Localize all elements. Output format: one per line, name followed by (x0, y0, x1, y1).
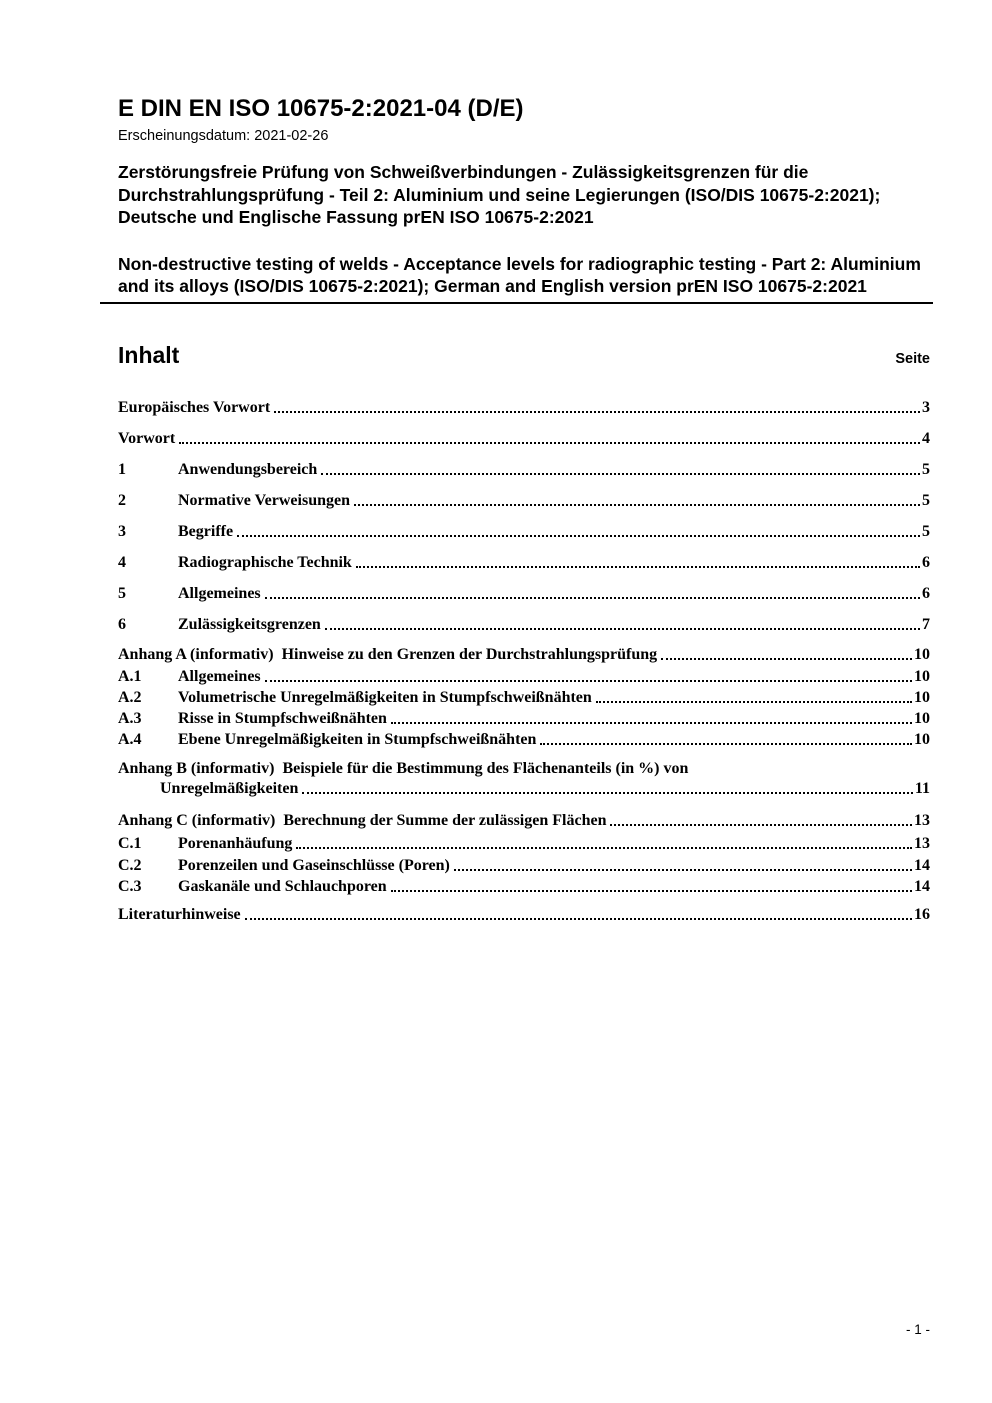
toc-entry[interactable] (118, 399, 930, 416)
toc-entry-number: A.4 (118, 730, 142, 748)
toc-entry-label: Porenzeilen und Gaseinschlüsse (Poren) (178, 856, 450, 874)
toc-entry-number: 4 (118, 553, 126, 571)
toc-entry-page: 10 (914, 730, 930, 748)
dot-leader (356, 566, 920, 568)
toc-entry-label: Europäisches Vorwort (118, 398, 271, 416)
toc-entry-page: 14 (914, 877, 930, 895)
toc-entry[interactable] (118, 668, 930, 685)
toc-entry[interactable] (118, 646, 930, 663)
toc-entry-number: 3 (118, 522, 126, 540)
english-title: Non-destructive testing of welds - Acceptance levels for radiographic testing - Part 2: Aluminium and its alloys (ISO/DIS 10675-2:2021); German and English version prEN ISO 10675-2:2021 (118, 253, 921, 296)
publication-date: Erscheinungsdatum: 2021-02-26 (118, 128, 329, 144)
toc-entry-page: 3 (922, 398, 930, 416)
dot-leader (237, 535, 920, 537)
toc-entry-label-line2: Unregelmäßigkeiten (160, 779, 299, 797)
toc-entry-page: 5 (922, 522, 930, 540)
toc-entry-label: Allgemeines (178, 667, 261, 685)
toc-entry[interactable] (118, 430, 930, 447)
toc-entry-label: Allgemeines (178, 584, 261, 602)
toc-entry-number: C.1 (118, 834, 142, 852)
toc-entry-label: Anhang A (informativ) Hinweise zu den Grenzen der Durchstrahlungsprüfung (118, 645, 658, 663)
toc-entry-number: C.2 (118, 856, 142, 874)
toc-entry-page: 13 (914, 834, 930, 852)
dot-leader (391, 890, 912, 892)
dot-leader (321, 473, 920, 475)
toc-entry-label: Volumetrische Unregelmäßigkeiten in Stumpfschweißnähten (178, 688, 592, 706)
toc-entry-label: Anhang C (informativ) Berechnung der Summe der zulässigen Flächen (118, 811, 607, 829)
toc-entry[interactable] (118, 616, 930, 633)
toc-entry-page: 7 (922, 615, 930, 633)
divider-rule (100, 302, 933, 304)
toc-entry-number: 1 (118, 460, 126, 478)
table-of-contents (118, 399, 930, 923)
toc-entry-label: Risse in Stumpfschweißnähten (178, 709, 387, 727)
toc-entry-label: Porenanhäufung (178, 834, 293, 852)
toc-entry[interactable] (118, 857, 930, 874)
toc-heading: Inhalt (118, 341, 180, 368)
toc-entry[interactable] (118, 492, 930, 509)
toc-entry-number: 5 (118, 584, 126, 602)
toc-entry[interactable] (118, 878, 930, 895)
dot-leader (265, 597, 920, 599)
dot-leader (302, 792, 913, 794)
dot-leader (325, 628, 920, 630)
dot-leader (391, 722, 912, 724)
toc-entry-page: 10 (914, 667, 930, 685)
toc-entry[interactable] (118, 689, 930, 706)
toc-entry[interactable] (118, 731, 930, 748)
toc-entry-page: 6 (922, 584, 930, 602)
toc-entry-page: 11 (914, 779, 930, 797)
dot-leader (354, 504, 920, 506)
toc-entry[interactable] (118, 461, 930, 478)
toc-entry[interactable] (118, 760, 930, 797)
toc-entry[interactable] (118, 710, 930, 727)
toc-entry-label: Gaskanäle und Schlauchporen (178, 877, 387, 895)
toc-entry[interactable] (118, 812, 930, 829)
toc-entry-number: A.3 (118, 709, 142, 727)
toc-entry-label: Normative Verweisungen (178, 491, 350, 509)
toc-entry-number: 2 (118, 491, 126, 509)
toc-entry[interactable] (118, 585, 930, 602)
toc-entry-label: Ebene Unregelmäßigkeiten in Stumpfschweißnähten (178, 730, 537, 748)
dot-leader (540, 743, 912, 745)
toc-entry-number: A.1 (118, 667, 142, 685)
dot-leader (274, 411, 920, 413)
toc-header-row (118, 342, 930, 368)
german-title: Zerstörungsfreie Prüfung von Schweißverbindungen - Zulässigkeitsgrenzen für die Durchstrahlungsprüfung - Teil 2: Aluminium und seine Legierungen (ISO/DIS 10675-2:2021); Deutsche und Englische Fassung prEN ISO 10675-2:2021 (118, 162, 881, 227)
toc-entry-page: 5 (922, 491, 930, 509)
toc-entry[interactable] (118, 523, 930, 540)
page-column-label: Seite (895, 350, 930, 367)
toc-entry-label: Vorwort (118, 429, 176, 447)
toc-entry-page: 10 (914, 709, 930, 727)
toc-entry-number: A.2 (118, 688, 142, 706)
toc-entry[interactable] (118, 554, 930, 571)
dot-leader (245, 918, 912, 920)
toc-entry-label: Zulässigkeitsgrenzen (178, 615, 321, 633)
dot-leader (610, 824, 912, 826)
page-title: E DIN EN ISO 10675-2:2021-04 (D/E) (118, 95, 524, 122)
toc-entry-page: 14 (914, 856, 930, 874)
toc-entry-number: 6 (118, 615, 126, 633)
dot-leader (596, 701, 912, 703)
toc-entry-label: Literaturhinweise (118, 905, 241, 923)
toc-entry-label: Anhang B (informativ) Beispiele für die Bestimmung des Flächenanteils (in %) von (118, 759, 689, 777)
toc-entry-page: 13 (914, 811, 930, 829)
toc-entry-label: Radiographische Technik (178, 553, 352, 571)
document-page (118, 95, 930, 923)
toc-entry-page: 10 (914, 645, 930, 663)
toc-entry-page: 16 (914, 905, 930, 923)
toc-entry-page: 10 (914, 688, 930, 706)
dot-leader (265, 680, 912, 682)
footer-page-number: - 1 - (905, 1322, 930, 1337)
toc-entry-page: 4 (922, 429, 930, 447)
toc-entry-label: Begriffe (178, 522, 234, 540)
toc-entry[interactable] (118, 835, 930, 852)
toc-entry[interactable] (118, 906, 930, 923)
toc-entry-number: C.3 (118, 877, 142, 895)
dot-leader (661, 658, 912, 660)
dot-leader (454, 869, 912, 871)
toc-entry-page: 5 (922, 460, 930, 478)
toc-entry-page: 6 (922, 553, 930, 571)
dot-leader (296, 847, 912, 849)
toc-entry-label: Anwendungsbereich (178, 460, 318, 478)
dot-leader (179, 442, 920, 444)
